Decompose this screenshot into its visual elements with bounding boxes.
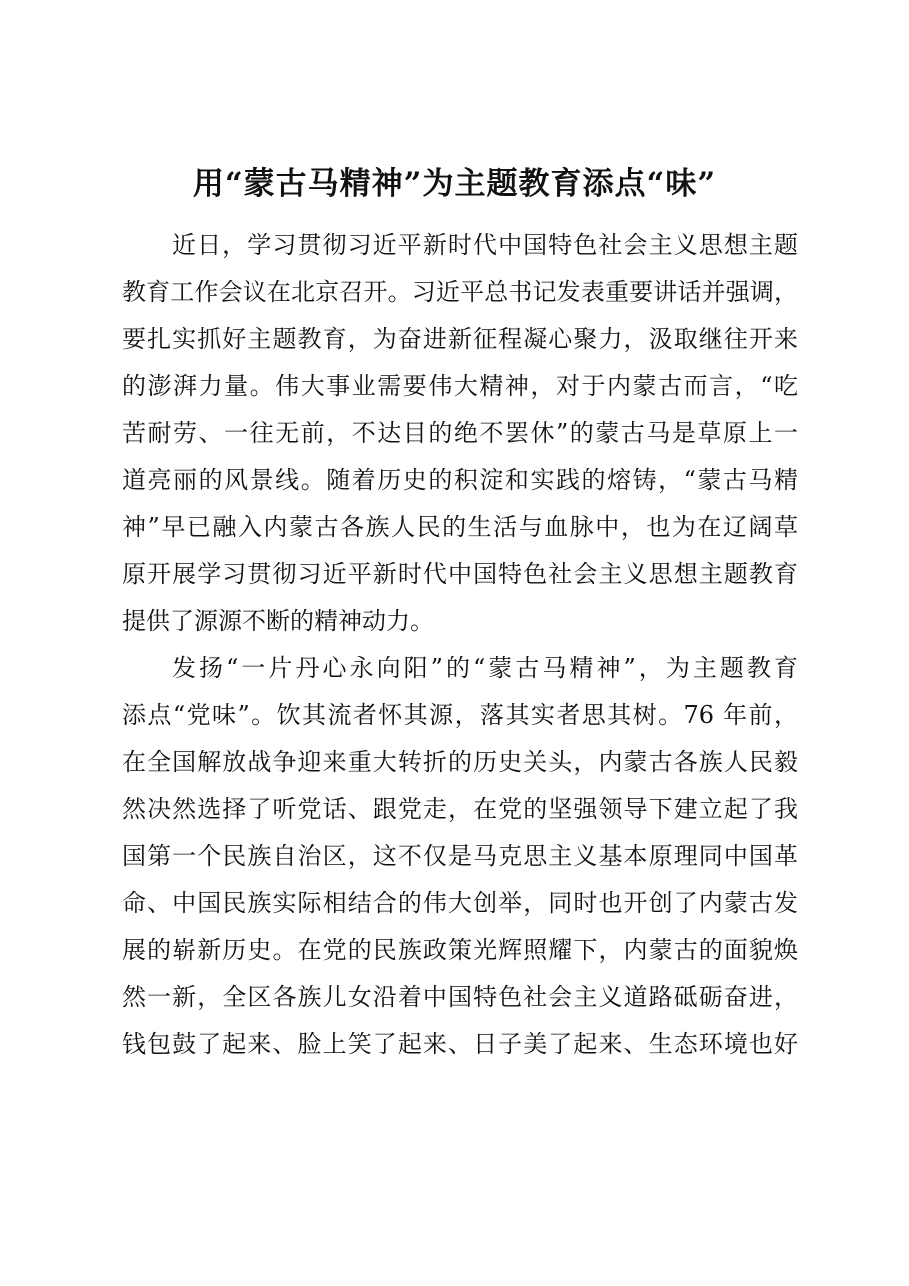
text-line: 道亮丽的风景线。随着历史的积淀和实践的熔铸，“蒙古马精 — [122, 466, 798, 494]
text-line: 展的崭新历史。在党的民族政策光辉照耀下，内蒙古的面貌焕 — [122, 936, 798, 964]
text-line: 然一新，全区各族儿女沿着中国特色社会主义道路砥砺奋进， — [122, 983, 798, 1011]
text-line: 发扬“一片丹心永向阳”的“蒙古马精神”，为主题教育 — [172, 654, 798, 682]
text-line: 命、中国民族实际相结合的伟大创举，同时也开创了内蒙古发 — [122, 889, 798, 917]
text-line: 原开展学习贯彻习近平新时代中国特色社会主义思想主题教育 — [122, 560, 798, 588]
text-line: 要扎实抓好主题教育，为奋进新征程凝心聚力，汲取继往开来 — [122, 325, 798, 353]
paragraph-2 — [122, 645, 798, 1068]
text-line: 近日，学习贯彻习近平新时代中国特色社会主义思想主题 — [172, 231, 798, 259]
paragraph-1 — [122, 222, 798, 645]
text-line: 钱包鼓了起来、脸上笑了起来、日子美了起来、生态环境也好 — [122, 1030, 798, 1058]
text-line: 教育工作会议在北京召开。习近平总书记发表重要讲话并强调， — [122, 278, 798, 306]
text-line: 然决然选择了听党话、跟党走，在党的坚强领导下建立起了我 — [122, 795, 798, 823]
text-line: 的澎湃力量。伟大事业需要伟大精神，对于内蒙古而言，“吃 — [122, 372, 798, 400]
text-line: 添点“党味”。饮其流者怀其源，落其实者思其树。76 年前， — [122, 701, 798, 729]
text-line: 提供了源源不断的精神动力。 — [122, 607, 434, 635]
document-title: 用“蒙古马精神”为主题教育添点“味” — [192, 166, 717, 202]
text-line: 苦耐劳、一往无前，不达目的绝不罢休”的蒙古马是草原上一 — [122, 419, 798, 447]
document-body — [122, 222, 798, 1068]
text-line: 国第一个民族自治区，这不仅是马克思主义基本原理同中国革 — [122, 842, 798, 870]
text-line: 在全国解放战争迎来重大转折的历史关头，内蒙古各族人民毅 — [122, 748, 798, 776]
text-line: 神”早已融入内蒙古各族人民的生活与血脉中，也为在辽阔草 — [122, 513, 798, 541]
